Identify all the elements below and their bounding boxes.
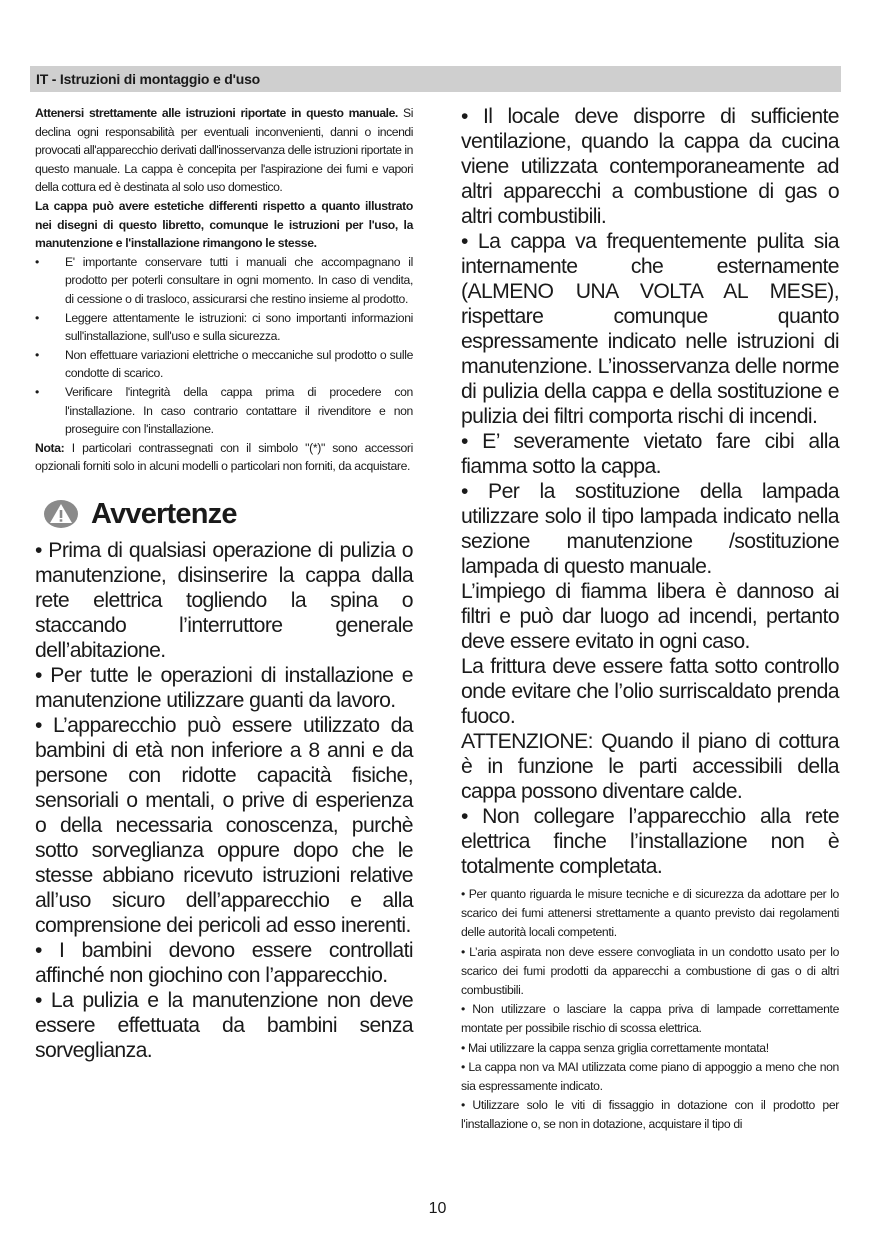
section-header [30,66,841,92]
note-text: I particolari contrassegnati con il simbolo "(*)" sono accessori opzionali forniti solo in alcuni modelli o particolari non forniti, da acquistare. [35,440,413,474]
safety-paragraph: • E’ severamente vietato fare cibi alla fiamma sotto la cappa. [461,430,839,478]
note-label: Nota: [35,440,65,455]
warning-item: • Per tutte le operazioni di installazione e manutenzione utilizzare guanti da lavoro. [35,663,413,712]
warnings-title: Avvertenze [91,497,237,530]
note-paragraph [35,439,413,476]
safety-paragraphs [461,104,839,879]
warning-item: • Prima di qualsiasi operazione di pulizia o manutenzione, disinserire la cappa dalla rete elettrica togliendo la spina o staccando l’interruttore generale dell’abitazione. [35,538,413,662]
warning-item: • La pulizia e la manutenzione non deve essere effettuata da bambini senza sorveglianza. [35,988,413,1062]
section-title: IT - Istruzioni di montaggio e d'uso [36,71,261,87]
safety-paragraph: La frittura deve essere fatta sotto controllo onde evitare che l’olio surriscaldato prenda fuoco. [461,655,839,728]
technical-note: • Utilizzare solo le viti di fissaggio in dotazione con il prodotto per l'installazione o, se non in dotazione, acquistare il tipo di [461,1098,839,1132]
technical-note: • Non utilizzare o lasciare la cappa priva di lampade correttamente montate per possibile rischio di scossa elettrica. [461,1002,839,1036]
intro-block [35,104,413,476]
warning-item: • I bambini devono essere controllati affinché non giochino con l’apparecchio. [35,938,413,987]
list-item: • E' importante conservare tutti i manuali che accompagnano il prodotto per poterli consultare in ogni momento. In caso di vendita, di cessione o di trasloco, assicurarsi che restino insieme al prodotto. [35,253,413,309]
bullet-list [35,253,413,439]
warnings-list [35,538,413,1063]
safety-paragraph: • Per la sostituzione della lampada utilizzare solo il tipo lampada indicato nella sezione manutenzione /sostituzione lampada di questo manuale. [461,480,839,578]
safety-paragraph: L’impiego di fiamma libera è dannoso ai filtri e può dar luogo ad incendi, pertanto deve essere evitato in ogni caso. [461,580,839,653]
bold-paragraph [35,197,413,253]
intro-bold-text: Attenersi strettamente alle istruzioni riportate in questo manuale. [35,106,398,120]
warning-triangle-icon [43,499,79,529]
bold-paragraph-text: La cappa può avere estetiche differenti rispetto a quanto illustrato nei disegni di questo libretto, comunque le istruzioni per l'uso, la manutenzione e l'installazione rimangono le stesse. [35,198,413,251]
technical-note: • La cappa non va MAI utilizzata come piano di appoggio a meno che non sia espressamente indicato. [461,1059,839,1094]
intro-text: Si declina ogni responsabilità per eventuali inconvenienti, danni o incendi provocati all'apparecchio derivati dall'inosservanza delle istruzioni riportate in questo manuale. La cappa è concepita per l'aspirazione dei fumi e vapori della cottura ed è destinata al solo uso domestico. [35,106,413,195]
right-column [461,104,839,1135]
technical-note: • Per quanto riguarda le misure tecniche e di sicurezza da adottare per lo scarico dei fumi attenersi strettamente a quanto previsto dai regolamenti delle autorità locali competenti. [461,887,839,940]
safety-paragraph: ATTENZIONE: Quando il piano di cottura è in funzione le parti accessibili della cappa possono diventare calde. [461,730,839,803]
safety-paragraph: • Il locale deve disporre di sufficiente ventilazione, quando la cappa da cucina viene utilizzata contemporaneamente ad altri apparecchi a combustione di gas o altri combustibili. [461,105,839,228]
technical-note: • Mai utilizzare la cappa senza griglia correttamente montata! [461,1040,769,1055]
page-number: 10 [428,1200,447,1217]
safety-paragraph: • La cappa va frequentemente pulita sia internamente che esternamente (ALMENO UNA VOLTA AL MESE), rispettare comunque quanto espressamente indicato nelle istruzioni di manutenzione. L’inosservanza delle norme di pulizia della cappa e della sostituzione e pulizia dei filtri comporta rischi di incendi. [461,230,839,428]
warnings-heading [35,494,413,534]
safety-paragraph: • Non collegare l’apparecchio alla rete elettrica finche l’installazione non è totalmente completata. [461,805,839,878]
technical-note: • L’aria aspirata non deve essere convogliata in un condotto usato per lo scarico dei fumi prodotti da apparecchi a combustione di gas o di altri combustibili. [461,944,839,998]
left-column [35,104,413,1063]
warning-item: • L’apparecchio può essere utilizzato da bambini di età non inferiore a 8 anni e da persone con ridotte capacità fisiche, sensoriali o mentali, o prive di esperienza o della necessaria conoscenza, purchè sotto sorveglianza oppure dopo che le stesse abbiano ricevuto istruzioni relative all’uso sicuro dell’apparecchio e alla comprensione dei pericoli ad esso inerenti. [35,713,413,937]
intro-paragraph [35,104,413,197]
list-item: • Non effettuare variazioni elettriche o meccaniche sul prodotto o sulle condotte di scarico. [35,346,413,383]
technical-notes [461,885,839,1135]
list-item: • Leggere attentamente le istruzioni: ci sono importanti informazioni sull'installazione, sull'uso e sulla sicurezza. [35,309,413,346]
list-item: • Verificare l'integrità della cappa prima di procedere con l'installazione. In caso contrario contattare il rivenditore e non proseguire con l'installazione. [35,383,413,439]
